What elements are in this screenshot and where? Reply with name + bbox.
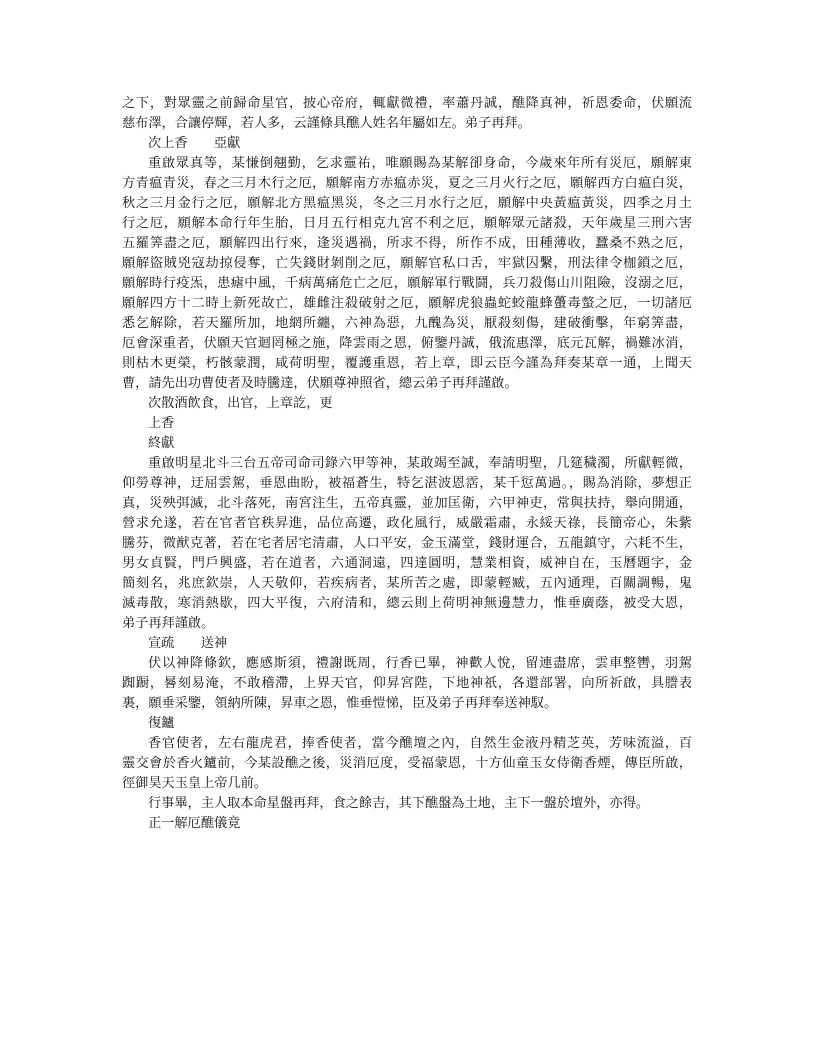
text-line: 徑御昊天玉皇上帝几前。 bbox=[122, 776, 268, 791]
text-line: 次上香 亞獻 bbox=[148, 136, 241, 151]
text-line: 方青瘟青災，春之三月木行之厄，願解南方赤瘟赤災，夏之三月火行之厄，願解西方白瘟白災， bbox=[122, 176, 692, 191]
text-line: 營求允遂，若在官者官秩昇進，品位高遷，政化風行，威嚴霜肅，永綏天祿，長簡帝心，朱紫 bbox=[122, 516, 692, 531]
text-line: 重啟眾真等，某慊倒翹勤，乞求靈祐，唯願賜為某解卻身命，今歲來年所有災厄，願解東 bbox=[148, 156, 692, 171]
text-line: 之下，對眾靈之前歸命星官，披心帝府，輒獻微禮，率蕭丹誠，醮降真神，祈恩委命，伏願流 bbox=[122, 96, 692, 111]
text-line: 五羅筭盡之厄，願解四出行來，逢災遇禍，所求不得，所作不成，田種薄收，蠶桑不熟之厄， bbox=[122, 236, 692, 251]
text-line: 慈布澤，合讓停輝，若人多，云謹條具醮人姓名年屬如左。弟子再拜。 bbox=[122, 116, 531, 131]
text-line: 伏以神降條欽，應感斯須，禮謝既周，行香已畢，神歡人悅，留連盡席，雲車整轡，羽駕 bbox=[148, 656, 692, 671]
text-line: 終獻 bbox=[148, 436, 175, 451]
text-line: 宣疏 送神 bbox=[148, 636, 228, 651]
text-line: 男女貞賢，門戶興盛，若在道者，六通洞遠，四達圓明，慧業相資，威神自在，玉曆題字，金 bbox=[122, 556, 692, 571]
text-line: 則枯木更榮，朽骸蒙潤，咸荷明聖，覆護重恩，若上章，即云臣今謹為拜奏某章一通，上聞天 bbox=[122, 356, 692, 371]
text-line: 厄會深重者，伏願天官迴罔極之施，降雲雨之恩，俯鑒丹誠，俄流惠澤，底元瓦解，禍難冰消， bbox=[122, 336, 692, 351]
text-line: 弟子再拜謹啟。 bbox=[122, 616, 215, 631]
text-line: 願解盜賊兇寇劫掠侵奪，亡失錢財剝削之厄，願解官私口舌，牢獄囚繫，刑法律令枷鎖之厄， bbox=[122, 256, 692, 271]
text-line: 滅毒散，寒消熱歇，四大平復，六府清和，總云則上荷明神無邊慧力，惟垂廣蔭，被受大恩， bbox=[122, 596, 692, 611]
text-line: 重啟明星北斗三台五帝司命司錄六甲等神，某敢竭至誠，奉請明聖，几筵穢濁，所獻輕微， bbox=[148, 456, 692, 471]
text-line: 曹，請先出功曹使者及時騰達，伏願尊神照省，總云弟子再拜謹啟。 bbox=[122, 376, 518, 391]
text-line: 靈交會於香火鑪前，今某設醮之後，災消厄度，受福蒙恩，十方仙童玉女侍衛香煙，傳臣所啟， bbox=[122, 756, 692, 771]
text-line: 上香 bbox=[148, 416, 175, 431]
text-line: 騰芬，微猷克著，若在宅者居宅清肅，人口平安，金玉滿堂，錢財運合，五龍鎮守，六耗不生， bbox=[122, 536, 692, 551]
text-line: 次散酒飲食，出官，上章訖，更 bbox=[148, 396, 333, 411]
text-line: 裏，願垂采鑒，領納所陳，昇車之恩，惟垂愷悌，臣及弟子再拜奉送神馭。 bbox=[122, 696, 558, 711]
text-line: 行事畢，主人取本命星盤再拜，食之餘吉，其下醮盤為土地，主下一盤於壇外，亦得。 bbox=[148, 796, 650, 811]
text-line: 簡刻名，兆庶欽崇，人天敬仰，若疾病者，某所苦之處，即蒙輕臧，五內通理，百關調暢，鬼 bbox=[122, 576, 692, 591]
text-line: 復鑪 bbox=[148, 716, 175, 731]
text-line: 仰勞尊神，迂屈雲駕，垂恩曲盼，被福蒼生，特乞湛波恩霑，某千愆萬過。，賜為消除，夢想正 bbox=[122, 476, 692, 491]
text-line: 願解時行疫炁，患瘧中風，千病萬痛危亡之厄，願解軍行戰鬪，兵刀殺傷山川阻險，沒溺之厄， bbox=[122, 276, 692, 291]
text-line: 秋之三月金行之厄，願解北方黑瘟黑災，冬之三月水行之厄，願解中央黃瘟黃災，四季之月土 bbox=[122, 196, 692, 211]
text-line: 香官使者，左右龍虎君，捧香使者，當今醮壇之內，自然生金液丹精芝英，芳味流溢，百 bbox=[148, 736, 692, 751]
text-line: 正一解厄醮儀竟 bbox=[148, 816, 241, 831]
text-line: 真，災殃弭滅，北斗落死，南宮注生，五帝真靈，並加匡衛，六甲神吏，常與扶持，舉向開通， bbox=[122, 496, 692, 511]
text-line: 悉乞解除，若天羅所加，地網所纏，六神為惡，九醜為災，厭殺刻傷，建破衝擊，年窮筭盡， bbox=[122, 316, 692, 331]
text-line: 踟蹰，晷刻易淹，不敢稽滯，上界天官，仰昇宮陛，下地神祇，各還部署，向所祈啟，具謄表 bbox=[122, 676, 692, 691]
text-line: 願解四方十二時上新死故亡，雄雌注殺破射之厄，願解虎狼蟲蛇蛟龍蜂蠆毒螫之厄，一切諸厄 bbox=[122, 296, 692, 311]
text-line: 行之厄，願解本命行年生胎，日月五行相克九宮不利之厄，願解眾元諸殺，天年歲星三刑六害 bbox=[122, 216, 692, 231]
